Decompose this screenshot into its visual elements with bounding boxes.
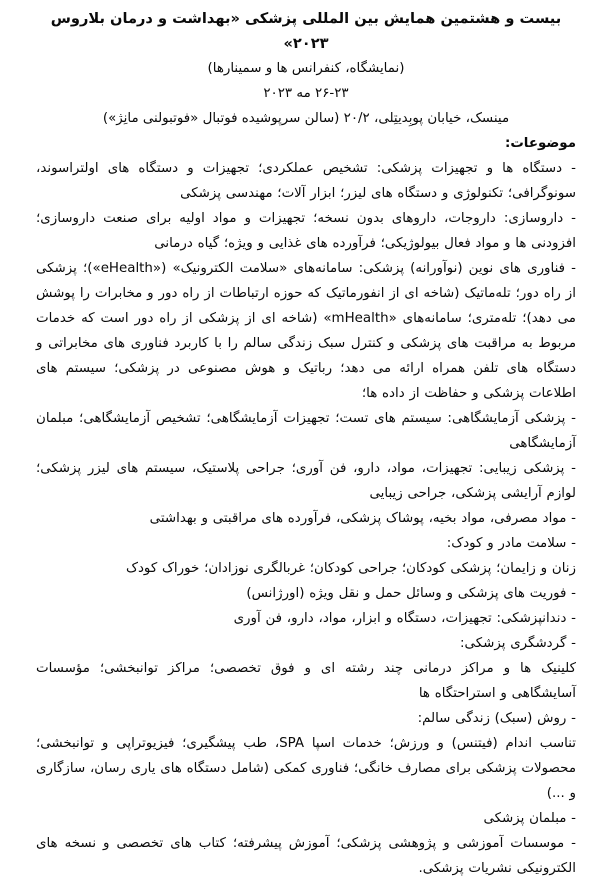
event-title: بیست و هشتمین همایش بین المللی پزشکی «بهداشت و درمان بلاروس ۲۰۲۳» xyxy=(50,10,562,52)
topic-item-pharmaceuticals: - داروسازی: داروجات، داروهای بدون نسخه؛ تجهیزات و مواد اولیه برای صنعت داروسازی؛ افزودنی ها و مواد فعال بیولوژیکی؛ فرآورده های غذایی و ویژه؛ گیاه درمانی xyxy=(36,211,576,251)
topic-item-healthy-lifestyle-detail: تناسب اندام (فیتنس) و ورزش؛ خدمات اسپا SPA، طب پیشگیری؛ فیزیوتراپی و توانبخشی؛ محصولات پزشکی برای مصارف خانگی؛ فناوری کمکی (شامل دستگاه های یاری رسان، سازگاری و ...) xyxy=(36,736,576,801)
topic-item-new-medical-technologies: - فناوری های نوین (نوآورانه) پزشکی: سامانه‌های «سلامت الکترونیک» («eHealth»)؛ پزشکی از راه دور؛ تله‌ماتیک (شاخه ای از انفورماتیک که حوزه ارتباطات از راه دور و مخابرات را پوشش می دهد)؛ تله‌متری؛ سامانه‌های «mHealth» (شاخه ای از پزشکی از راه دور است که خدمات مربوط به مراقبت های پزشکی و کنترل سبک زندگی سالم را با کاربرد فناوری های مخابراتی و دستگاه های تلفن همراه ارائه می دهد؛ رباتیک و هوش مصنوعی در پزشکی؛ سیستم های اطلاعات پزشکی و حفاظت از داده ها؛ xyxy=(36,261,576,401)
topic-item-medical-devices: - دستگاه ها و تجهیزات پزشکی: تشخیص عملکردی؛ تجهیزات و دستگاه های اولتراسوند، سونوگرافی؛ تکنولوژی و دستگاه های لیزر؛ ابزار آلات؛ مهندسی پزشکی xyxy=(36,161,576,201)
event-subtitle: (نمایشگاه، کنفرانس ها و سمینارها) xyxy=(207,61,405,76)
topic-item-healthy-lifestyle: - روش (سبک) زندگی سالم: xyxy=(417,711,576,726)
topic-item-medical-tourism-detail: کلینیک ها و مراکز درمانی چند رشته ای و فوق تخصصی؛ مراکز توانبخشی؛ مؤسسات آسایشگاهی و استراحتگاه ها xyxy=(36,661,576,701)
topic-item-consumables: - مواد مصرفی، مواد بخیه، پوشاک پزشکی، فرآورده های مراقبتی و بهداشتی xyxy=(149,511,576,526)
topics-heading: موضوعات: xyxy=(504,136,576,151)
topic-item-laboratory-medicine: - پزشکی آزمایشگاهی: سیستم های تست؛ تجهیزات آزمایشگاهی؛ تشخیص آزمایشگاهی؛ مبلمان آزمایشگاهی xyxy=(36,411,576,451)
topic-item-dentistry: - دندانپزشکی: تجهیزات، دستگاه و ابزار، مواد، دارو، فن آوری xyxy=(233,611,576,626)
topic-item-education-research: - موسسات آموزشی و پژوهشی پزشکی؛ آموزش پیشرفته؛ کتاب های تخصصی و نسخه های الکترونیکی نشریات پزشکی. xyxy=(36,836,576,876)
topic-item-mother-child-health: - سلامت مادر و کودک: xyxy=(446,536,576,551)
event-venue: مینسک، خیابان پوبِدیتِلی، ۲۰/۲ (سالن سرپوشیده فوتبال «فوتبولنی مانِژ») xyxy=(102,111,510,126)
event-dates: ۲۶-۲۳ مه ۲۰۲۳ xyxy=(263,86,349,101)
topic-item-mother-child-health-detail: زنان و زایمان؛ پزشکی کودکان؛ جراحی کودکان؛ غربالگری نوزادان؛ خوراک کودک xyxy=(125,561,576,576)
topic-item-medical-furniture: - مبلمان پزشکی xyxy=(483,811,576,826)
topic-item-emergency-medicine: - فوریت های پزشکی و وسائل حمل و نقل ویژه (اورژانس) xyxy=(246,586,576,601)
document-header xyxy=(36,6,576,131)
topic-item-medical-tourism: - گردشگری پزشکی: xyxy=(460,636,576,651)
topic-item-aesthetic-medicine: - پزشکی زیبایی: تجهیزات، مواد، دارو، فن آوری؛ جراحی پلاستیک، سیستم های لیزر پزشکی؛ لوازم آرایشی پزشکی، جراحی زیبایی xyxy=(36,461,576,501)
